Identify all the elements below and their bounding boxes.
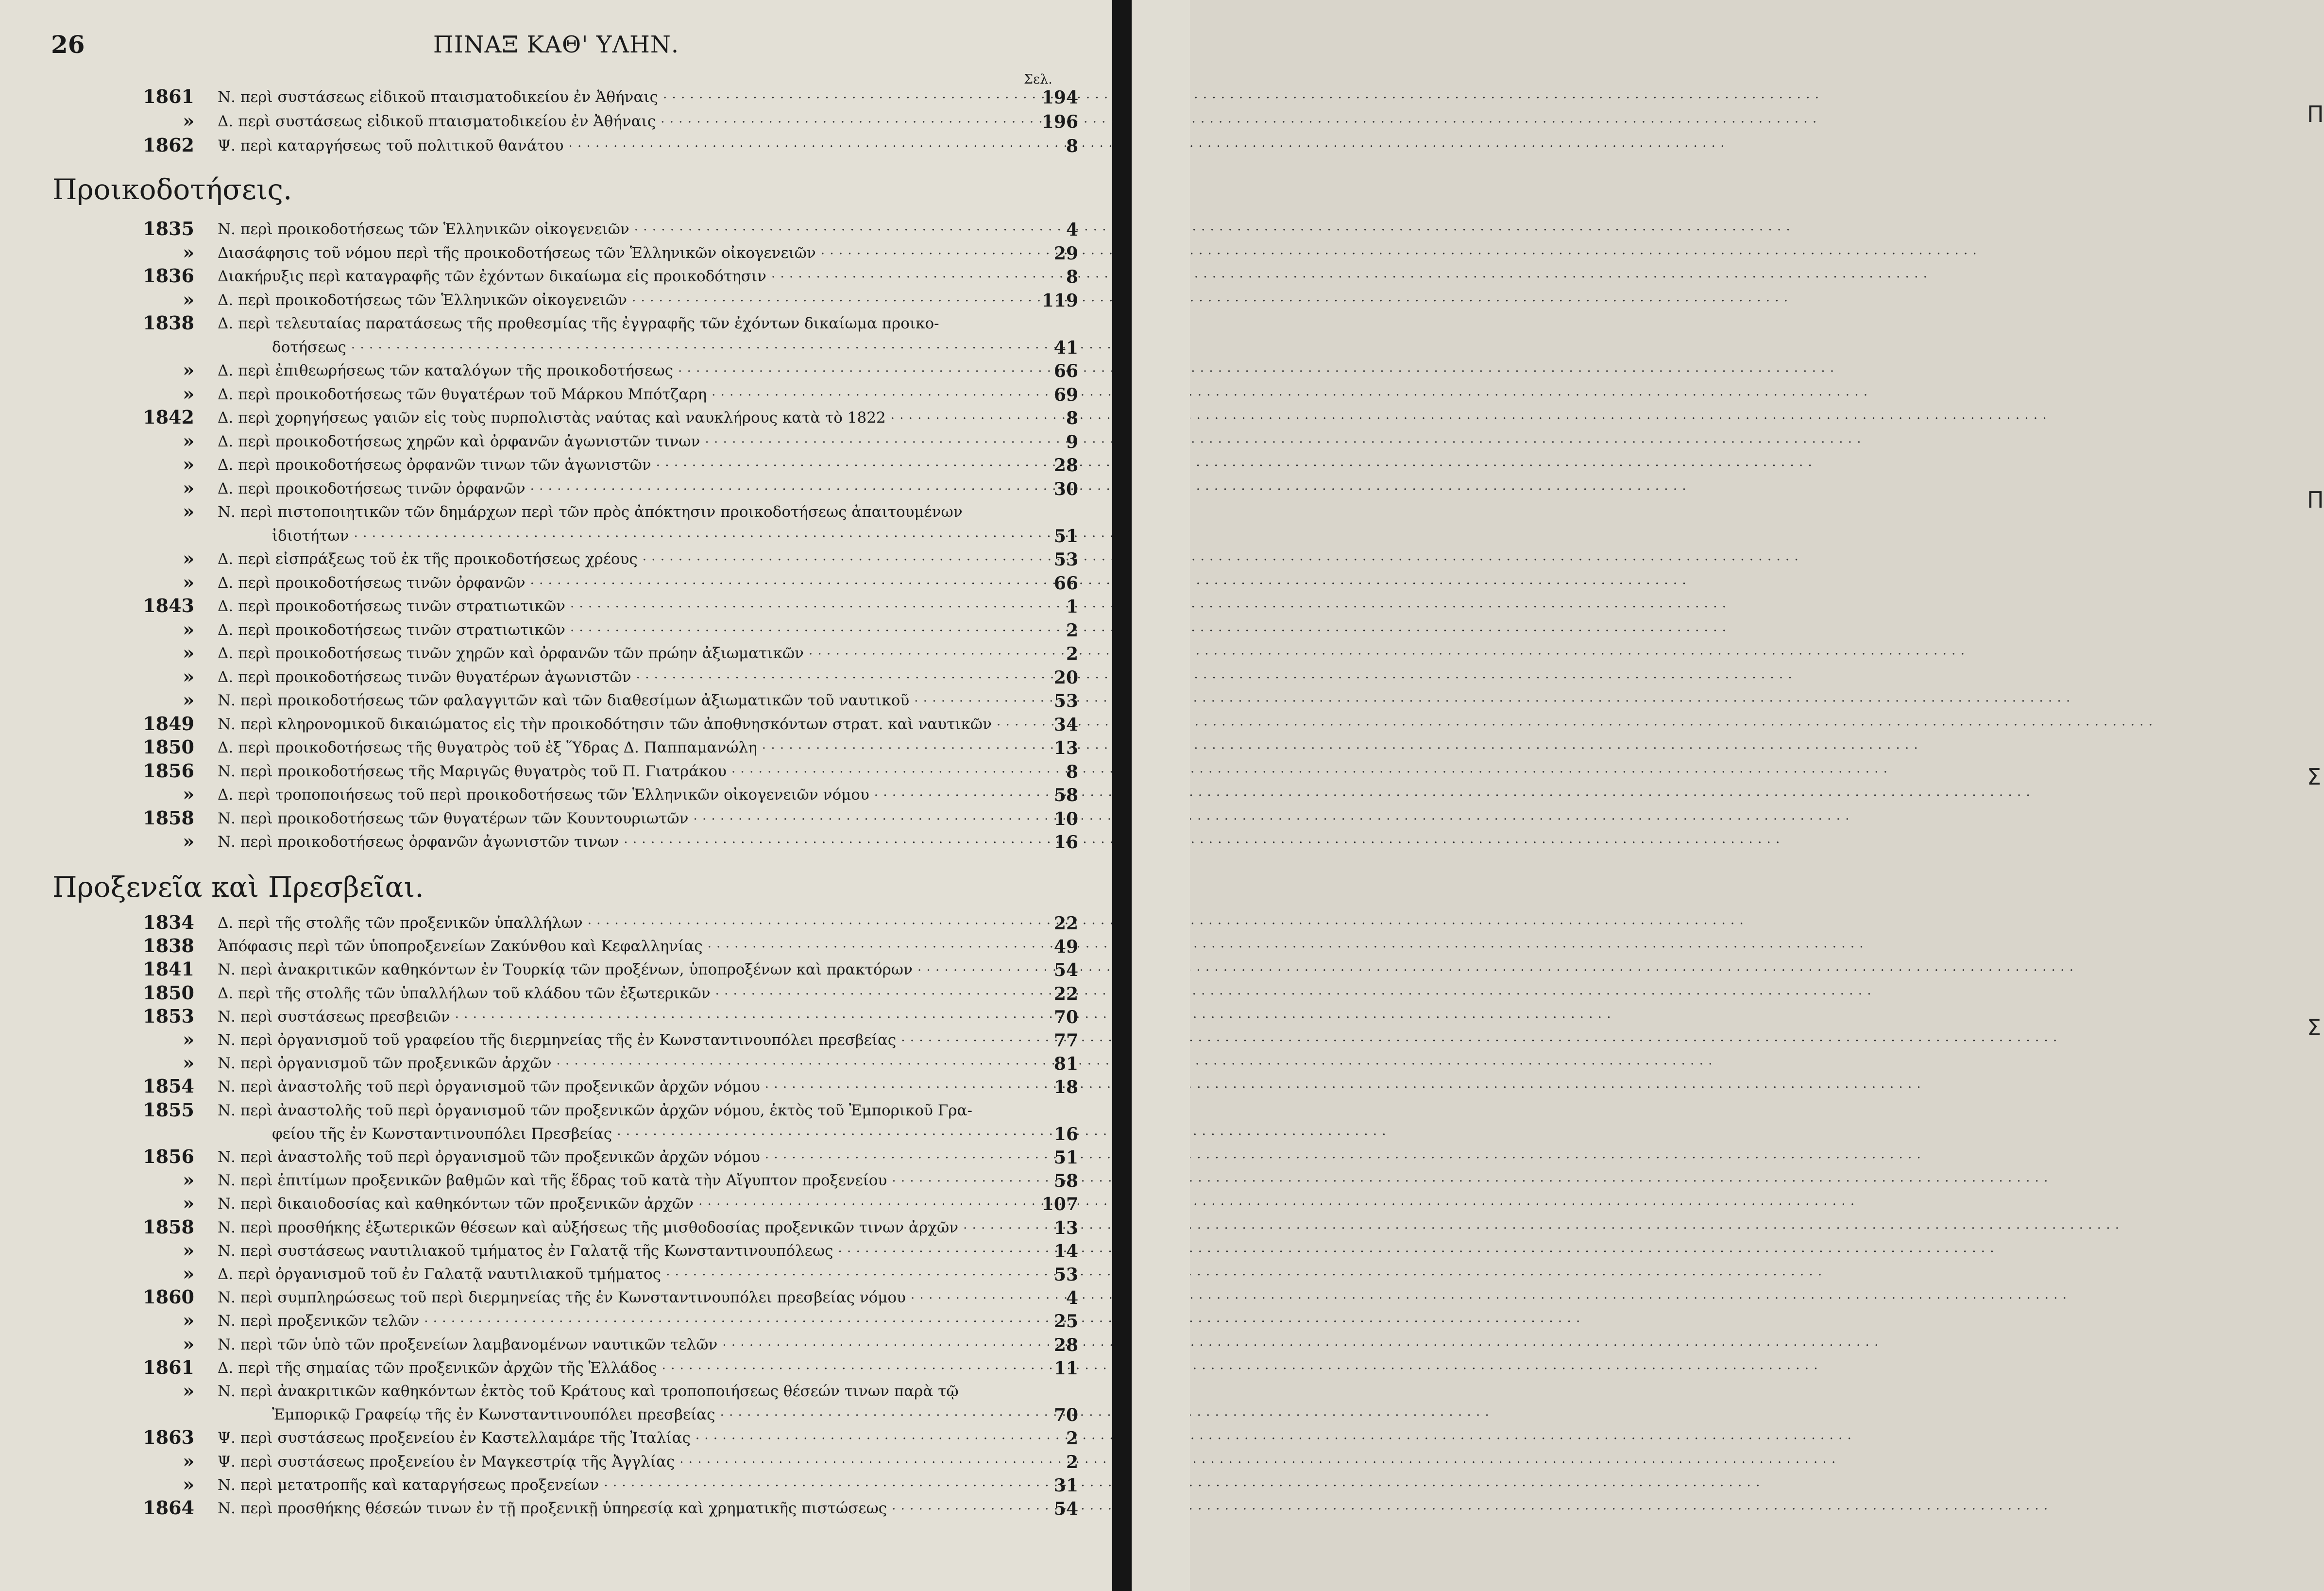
entry-page-number: 69	[1053, 384, 1078, 405]
entry-page-number: 107	[1041, 1194, 1078, 1215]
index-entry	[0, 1286, 1112, 1309]
entry-year: »	[183, 547, 194, 569]
index-entry	[0, 958, 1112, 981]
entry-year: »	[183, 1309, 194, 1332]
index-entry	[0, 618, 1112, 642]
entry-page-number: 8	[1066, 267, 1078, 287]
entry-page-number: 9	[1066, 431, 1078, 452]
entry-page-number: 77	[1053, 1030, 1078, 1051]
entry-year: 1861	[143, 86, 194, 107]
entry-title: Δ. περὶ προικοδοτήσεως χηρῶν καὶ ὀρφανῶν ἀγωνιστῶν τινων	[218, 433, 705, 450]
index-entry	[0, 1450, 1112, 1473]
entry-title: Ἀπόφασις περὶ τῶν ὑποπροξενείων Ζακύνθου καὶ Κεφαλληνίας	[218, 938, 708, 955]
entry-year: »	[183, 500, 194, 522]
entry-title: φείου τῆς ἐν Κωνσταντινουπόλει Πρεσβείας	[272, 1125, 617, 1143]
index-entry	[0, 911, 1112, 935]
entry-title: Ν. περὶ προσθήκης ἐξωτερικῶν θέσεων καὶ αὐξήσεως τῆς μισθοδοσίας προξενικῶν τινων ἀρχῶν	[218, 1219, 963, 1236]
entry-title: Ν. περὶ πιστοποιητικῶν τῶν δημάρχων περὶ τῶν πρὸς ἀπόκτησιν προικοδοτήσεως ἀπαιτουμένων	[218, 503, 967, 521]
entry-year: »	[183, 783, 194, 805]
index-entry	[0, 1099, 1112, 1122]
entry-title: Δ. περὶ τῆς σημαίας τῶν προξενικῶν ἀρχῶν τῆς Ἑλλάδος	[218, 1359, 662, 1377]
entry-title: Δ. περὶ προικοδοτήσεως ὀρφανῶν τινων τῶν ἀγωνιστῶν	[218, 456, 656, 474]
entry-title: Ν. περὶ ἀνακριτικῶν καθηκόντων ἐν Τουρκίᾳ τῶν προξένων, ὑποπροξένων καὶ πρακτόρων	[218, 961, 917, 978]
entry-year: 1850	[143, 736, 194, 758]
entry-title: Ν. περὶ προικοδοτήσεως τῶν Ἑλληνικῶν οἰκογενειῶν	[218, 221, 634, 238]
entry-year: 1836	[143, 265, 194, 287]
index-entry	[0, 642, 1112, 665]
entry-page-number: 54	[1053, 1499, 1078, 1519]
entry-page-number: 54	[1053, 960, 1078, 981]
index-entry	[0, 265, 1112, 288]
index-entry	[0, 430, 1112, 453]
entry-title: Ν. περὶ ἀναστολῆς τοῦ περὶ ὀργανισμοῦ τῶν προξενικῶν ἀρχῶν νόμου	[218, 1078, 765, 1095]
entry-title: Δ. περὶ συστάσεως εἰδικοῦ πταισματοδικείου ἐν Ἀθήναις	[218, 113, 661, 130]
entry-continuation	[0, 336, 1112, 359]
entry-page-number: 2	[1066, 1452, 1078, 1472]
entry-title: Δ. περὶ τελευταίας παρατάσεως τῆς προθεσμίας τῆς ἐγγραφῆς τῶν ἐχόντων δικαίωμα προικο-	[218, 315, 944, 332]
index-entry	[0, 134, 1112, 157]
index-entry	[0, 110, 1112, 133]
entry-year: »	[183, 241, 194, 263]
entry-continuation	[0, 1403, 1112, 1426]
index-entry	[0, 1239, 1112, 1263]
entry-year: »	[183, 477, 194, 499]
entry-title: Ν. περὶ συστάσεως ναυτιλιακοῦ τμήματος ἐν Γαλατᾷ τῆς Κωνσταντινουπόλεως	[218, 1242, 838, 1260]
entry-title: Ν. περὶ συστάσεως εἰδικοῦ πταισματοδικείου ἐν Ἀθήναις	[218, 88, 663, 106]
entry-page-number: 58	[1053, 785, 1078, 805]
entry-page-number: 13	[1053, 738, 1078, 758]
index-entry	[0, 383, 1112, 406]
entry-continuation	[0, 524, 1112, 547]
entry-year: 1858	[143, 806, 194, 829]
entry-page-number: 4	[1066, 220, 1078, 240]
entry-title: Δ. περὶ προικοδοτήσεως τινῶν ὀρφανῶν	[218, 480, 530, 497]
entry-title: Ψ. περὶ συστάσεως προξενείου ἐν Μαγκεστρίᾳ τῆς Ἀγγλίας	[218, 1453, 679, 1471]
entry-year: 1850	[143, 981, 194, 1004]
entry-page-number: 196	[1041, 112, 1078, 132]
index-entry	[0, 935, 1112, 958]
index-entry	[0, 1075, 1112, 1098]
entry-page-number: 70	[1053, 1007, 1078, 1027]
entry-year: »	[183, 1380, 194, 1402]
index-entry	[0, 86, 1112, 109]
entry-title: Ν. περὶ ἀναστολῆς τοῦ περὶ ὀργανισμοῦ τῶν προξενικῶν ἀρχῶν νόμου	[218, 1148, 765, 1166]
entry-page-number: 2	[1066, 644, 1078, 664]
entry-page-number: 53	[1053, 1265, 1078, 1285]
index-entry	[0, 1192, 1112, 1215]
entry-page-number: 10	[1053, 808, 1078, 829]
entry-title: Διασάφησις τοῦ νόμου περὶ τῆς προικοδοτήσεως τῶν Ἑλληνικῶν οἰκογενειῶν	[218, 244, 821, 262]
entry-title: Δ. περὶ τῆς στολῆς τῶν ὑπαλλήλων τοῦ κλάδου τῶν ἐξωτερικῶν	[218, 985, 715, 1002]
entry-title: ἰδιοτήτων	[272, 527, 354, 545]
index-entry	[0, 830, 1112, 854]
index-entry	[0, 1333, 1112, 1356]
entry-title: Ν. περὶ ὀργανισμοῦ τῶν προξενικῶν ἀρχῶν	[218, 1055, 556, 1072]
entry-year: 1838	[143, 935, 194, 957]
entry-year: 1854	[143, 1075, 194, 1097]
edge-letter: Σ	[2307, 764, 2322, 790]
index-entry	[0, 547, 1112, 571]
entry-year: 1849	[143, 712, 194, 735]
entry-year: »	[183, 830, 194, 852]
entry-year: »	[183, 1052, 194, 1074]
entry-title: Ν. περὶ προικοδοτήσεως τῆς Μαριγῶς θυγατρὸς τοῦ Π. Γιατράκου	[218, 763, 731, 780]
entry-page-number: 194	[1041, 87, 1078, 108]
index-entry	[0, 406, 1112, 429]
entry-year: »	[183, 1263, 194, 1284]
index-entry	[0, 982, 1112, 1005]
entry-page-number: 28	[1053, 1334, 1078, 1355]
entry-page-number: 51	[1053, 526, 1078, 547]
index-entry	[0, 453, 1112, 477]
entry-page-number: 16	[1053, 1124, 1078, 1145]
entry-page-number: 14	[1053, 1241, 1078, 1262]
page-column-label: Σελ.	[1024, 72, 1052, 87]
entry-title: Δ. περὶ προικοδοτήσεως τινῶν χηρῶν καὶ ὀρφανῶν τῶν πρώην ἀξιωματικῶν	[218, 645, 809, 662]
entry-year: 1835	[143, 218, 194, 240]
entry-year: 1863	[143, 1426, 194, 1449]
entry-year: »	[183, 689, 194, 711]
entry-page-number: 20	[1053, 667, 1078, 688]
entry-page-number: 13	[1053, 1217, 1078, 1238]
entry-page-number: 22	[1053, 983, 1078, 1004]
index-entry	[0, 760, 1112, 783]
index-entry	[0, 571, 1112, 595]
entry-page-number: 53	[1053, 549, 1078, 570]
index-entry	[0, 312, 1112, 335]
index-entry	[0, 1146, 1112, 1169]
entry-year: 1862	[143, 134, 194, 156]
entry-year: »	[183, 1239, 194, 1261]
index-entry	[0, 1356, 1112, 1380]
entry-title: Δ. περὶ προικοδοτήσεως τινῶν θυγατέρων ἀγωνιστῶν	[218, 668, 636, 686]
entry-title: Δ. περὶ εἰσπράξεως τοῦ ἐκ τῆς προικοδοτήσεως χρέους	[218, 550, 643, 568]
entry-year: 1858	[143, 1215, 194, 1238]
entry-page-number: 119	[1041, 290, 1078, 311]
entry-title: Ν. περὶ δικαιοδοσίας καὶ καθηκόντων τῶν προξενικῶν ἀρχῶν	[218, 1195, 698, 1213]
entry-continuation	[0, 1122, 1112, 1146]
entry-year: 1856	[143, 759, 194, 782]
entry-title: Διακήρυξις περὶ καταγραφῆς τῶν ἐχόντων δικαίωμα εἰς προικοδότησιν	[218, 268, 771, 285]
entry-title: Ν. περὶ ἐπιτίμων προξενικῶν βαθμῶν καὶ τῆς ἕδρας τοῦ κατὰ τὴν Αἴγυπτον προξενείου	[218, 1172, 892, 1189]
entry-page-number: 51	[1053, 1147, 1078, 1168]
entry-page-number: 22	[1053, 913, 1078, 934]
entry-page-number: 81	[1053, 1054, 1078, 1075]
entry-page-number: 2	[1066, 1428, 1078, 1449]
entry-title: Δ. περὶ προικοδοτήσεως τινῶν ὀρφανῶν	[218, 574, 530, 592]
entry-title: Ν. περὶ συμπληρώσεως τοῦ περὶ διερμηνείας τῆς ἐν Κωνσταντινουπόλει πρεσβείας νόμου	[218, 1289, 911, 1306]
entry-title: Ν. περὶ κληρονομικοῦ δικαιώματος εἰς τὴν προικοδότησιν τῶν ἀποθνησκόντων στρατ. καὶ ναυτικῶν	[218, 716, 997, 733]
entry-page-number: 53	[1053, 691, 1078, 711]
entry-title: Ν. περὶ προξενικῶν τελῶν	[218, 1312, 424, 1330]
index-entry	[0, 1005, 1112, 1028]
index-entry	[0, 736, 1112, 759]
index-entry	[0, 713, 1112, 736]
index-entry	[0, 1052, 1112, 1075]
entry-title: Ψ. περὶ συστάσεως προξενείου ἐν Καστελλαμάρε τῆς Ἰταλίας	[218, 1429, 696, 1447]
entry-year: »	[183, 382, 194, 405]
entry-page-number: 16	[1053, 832, 1078, 853]
entry-year: 1842	[143, 406, 194, 428]
index-entry	[0, 1473, 1112, 1497]
section-title-consulates: Προξενεῖα καὶ Πρεσβεῖαι.	[52, 871, 424, 904]
index-entry	[0, 289, 1112, 312]
entry-year: »	[183, 665, 194, 687]
entry-title: Ν. περὶ τῶν ὑπὸ τῶν προξενείων λαμβανομένων ναυτικῶν τελῶν	[218, 1336, 722, 1353]
index-entry	[0, 1028, 1112, 1052]
entry-title: Δ. περὶ τροποποιήσεως τοῦ περὶ προικοδοτήσεως τῶν Ἑλληνικῶν οἰκογενειῶν νόμου	[218, 786, 874, 804]
entry-year: »	[183, 429, 194, 452]
entry-year: »	[183, 1028, 194, 1050]
entry-year: 1843	[143, 595, 194, 616]
entry-page-number: 31	[1053, 1475, 1078, 1496]
entry-page-number: 8	[1066, 136, 1078, 156]
entry-year: 1856	[143, 1146, 194, 1167]
entry-page-number: 8	[1066, 408, 1078, 428]
entry-page-number: 29	[1053, 243, 1078, 264]
entry-title: Ν. περὶ ἀνακριτικῶν καθηκόντων ἐκτὸς τοῦ Κράτους καὶ τροποποιήσεως θέσεών τινων παρὰ τῷ	[218, 1383, 964, 1400]
running-head: ΠΙΝΑΞ ΚΑΘ' ΥΛΗΝ.	[433, 31, 679, 58]
entry-page-number: 41	[1053, 337, 1078, 358]
entry-page-number: 25	[1053, 1311, 1078, 1332]
index-entry	[0, 689, 1112, 712]
index-entry	[0, 1426, 1112, 1450]
entry-year: 1860	[143, 1286, 194, 1308]
entry-year: »	[183, 1473, 194, 1495]
index-entry	[0, 359, 1112, 382]
entry-year: 1853	[143, 1005, 194, 1027]
entry-title: Δ. περὶ προικοδοτήσεως τῆς θυγατρὸς τοῦ ἐξ Ὕδρας Δ. Παππαμανώλη	[218, 739, 762, 756]
entry-title: Ν. περὶ προσθήκης θέσεών τινων ἐν τῇ προξενικῇ ὑπηρεσίᾳ καὶ χρηματικῆς πιστώσεως	[218, 1500, 892, 1517]
entry-year: 1861	[143, 1356, 194, 1378]
entry-title: Δ. περὶ τῆς στολῆς τῶν προξενικῶν ὑπαλλήλων	[218, 914, 588, 932]
index-entry	[0, 500, 1112, 524]
entry-title: Δ. περὶ προικοδοτήσεως τῶν θυγατέρων τοῦ Μάρκου Μπότζαρη	[218, 386, 712, 403]
entry-year: »	[183, 571, 194, 593]
entry-title: Δ. περὶ προικοδοτήσεως τινῶν στρατιωτικῶν	[218, 621, 570, 639]
entry-year: 1838	[143, 312, 194, 334]
entry-title: Ν. περὶ συστάσεως πρεσβειῶν	[218, 1008, 455, 1026]
entry-page-number: 34	[1053, 714, 1078, 735]
edge-letter: Π	[2307, 101, 2324, 127]
index-entry	[0, 666, 1112, 689]
entry-page-number: 28	[1053, 455, 1078, 476]
index-entry	[0, 807, 1112, 830]
section-title-dowry: Προικοδοτήσεις.	[52, 173, 292, 206]
entry-page-number: 1	[1066, 597, 1078, 617]
entry-title: Δ. περὶ χορηγήσεως γαιῶν εἰς τοὺς πυρπολιστὰς ναύτας καὶ ναυκλήρους κατὰ τὸ 1822	[218, 409, 891, 427]
entry-year: 1841	[143, 958, 194, 980]
index-entry	[0, 218, 1112, 241]
edge-letter: Π	[2307, 487, 2324, 513]
entry-title: δοτήσεως	[272, 339, 351, 356]
entry-year: 1864	[143, 1497, 194, 1519]
entry-page-number: 58	[1053, 1171, 1078, 1192]
index-entry	[0, 1216, 1112, 1239]
index-entry	[0, 1497, 1112, 1520]
entry-page-number: 30	[1053, 479, 1078, 499]
entry-title: Δ. περὶ προικοδοτήσεως τινῶν στρατιωτικῶν	[218, 598, 570, 615]
entry-page-number: 18	[1053, 1077, 1078, 1098]
entry-year: »	[183, 618, 194, 640]
entry-year: »	[183, 110, 194, 132]
entry-title: Ν. περὶ προικοδοτήσεως τῶν φαλαγγιτῶν καὶ τῶν διαθεσίμων ἀξιωματικῶν τοῦ ναυτικοῦ	[218, 692, 914, 709]
entry-year: »	[183, 453, 194, 475]
index-entry	[0, 1169, 1112, 1192]
entry-page-number: 66	[1053, 573, 1078, 594]
index-entry	[0, 595, 1112, 618]
entry-title: Ψ. περὶ καταργήσεως τοῦ πολιτικοῦ θανάτου	[218, 137, 568, 154]
index-entry	[0, 783, 1112, 806]
entry-year: 1855	[143, 1098, 194, 1121]
entry-year: »	[183, 1169, 194, 1191]
index-entry	[0, 1263, 1112, 1286]
next-page-edge	[1132, 0, 2324, 1591]
entry-year: »	[183, 288, 194, 310]
index-entry	[0, 241, 1112, 265]
entry-title: Ν. περὶ προικοδοτήσεως ὀρφανῶν ἀγωνιστῶν τινων	[218, 833, 624, 851]
entry-title: Ν. περὶ ὀργανισμοῦ τοῦ γραφείου τῆς διερμηνείας τῆς ἐν Κωνσταντινουπόλει πρεσβείας	[218, 1031, 901, 1049]
entry-page-number: 8	[1066, 761, 1078, 782]
entry-title: Ν. περὶ ἀναστολῆς τοῦ περὶ ὀργανισμοῦ τῶν προξενικῶν ἀρχῶν νόμου, ἐκτὸς τοῦ Ἐμπορικοῦ Γρα-	[218, 1102, 977, 1119]
index-entry	[0, 1309, 1112, 1333]
entry-year: »	[183, 642, 194, 664]
entry-year: »	[183, 1333, 194, 1355]
book-page	[0, 0, 1112, 1591]
edge-letter: Σ	[2307, 1014, 2322, 1041]
index-entry	[0, 477, 1112, 500]
entry-title: Ν. περὶ μετατροπῆς καὶ καταργήσεως προξενείων	[218, 1476, 604, 1494]
entry-title: Δ. περὶ προικοδοτήσεως τῶν Ἑλληνικῶν οἰκογενειῶν	[218, 291, 632, 309]
entry-year: »	[183, 1450, 194, 1472]
entry-page-number: 4	[1066, 1288, 1078, 1309]
entry-title: Ἐμπορικῷ Γραφείῳ τῆς ἐν Κωνσταντινουπόλει πρεσβείας	[272, 1406, 720, 1423]
entry-page-number: 70	[1053, 1405, 1078, 1426]
entry-year: »	[183, 359, 194, 381]
entry-page-number: 11	[1053, 1358, 1078, 1379]
entry-year: »	[183, 1192, 194, 1215]
entry-page-number: 2	[1066, 620, 1078, 641]
entry-page-number: 49	[1053, 937, 1078, 958]
entry-title: Ν. περὶ προικοδοτήσεως τῶν θυγατέρων τῶν Κουντουριωτῶν	[218, 810, 693, 827]
entry-year: 1834	[143, 911, 194, 933]
entry-title: Δ. περὶ ἐπιθεωρήσεως τῶν καταλόγων τῆς προικοδοτήσεως	[218, 362, 678, 379]
book-spine	[1112, 0, 1132, 1591]
entry-title: Δ. περὶ ὀργανισμοῦ τοῦ ἐν Γαλατᾷ ναυτιλιακοῦ τμήματος	[218, 1266, 666, 1283]
page-number: 26	[51, 30, 85, 59]
index-entry	[0, 1380, 1112, 1403]
entry-page-number: 66	[1053, 361, 1078, 381]
